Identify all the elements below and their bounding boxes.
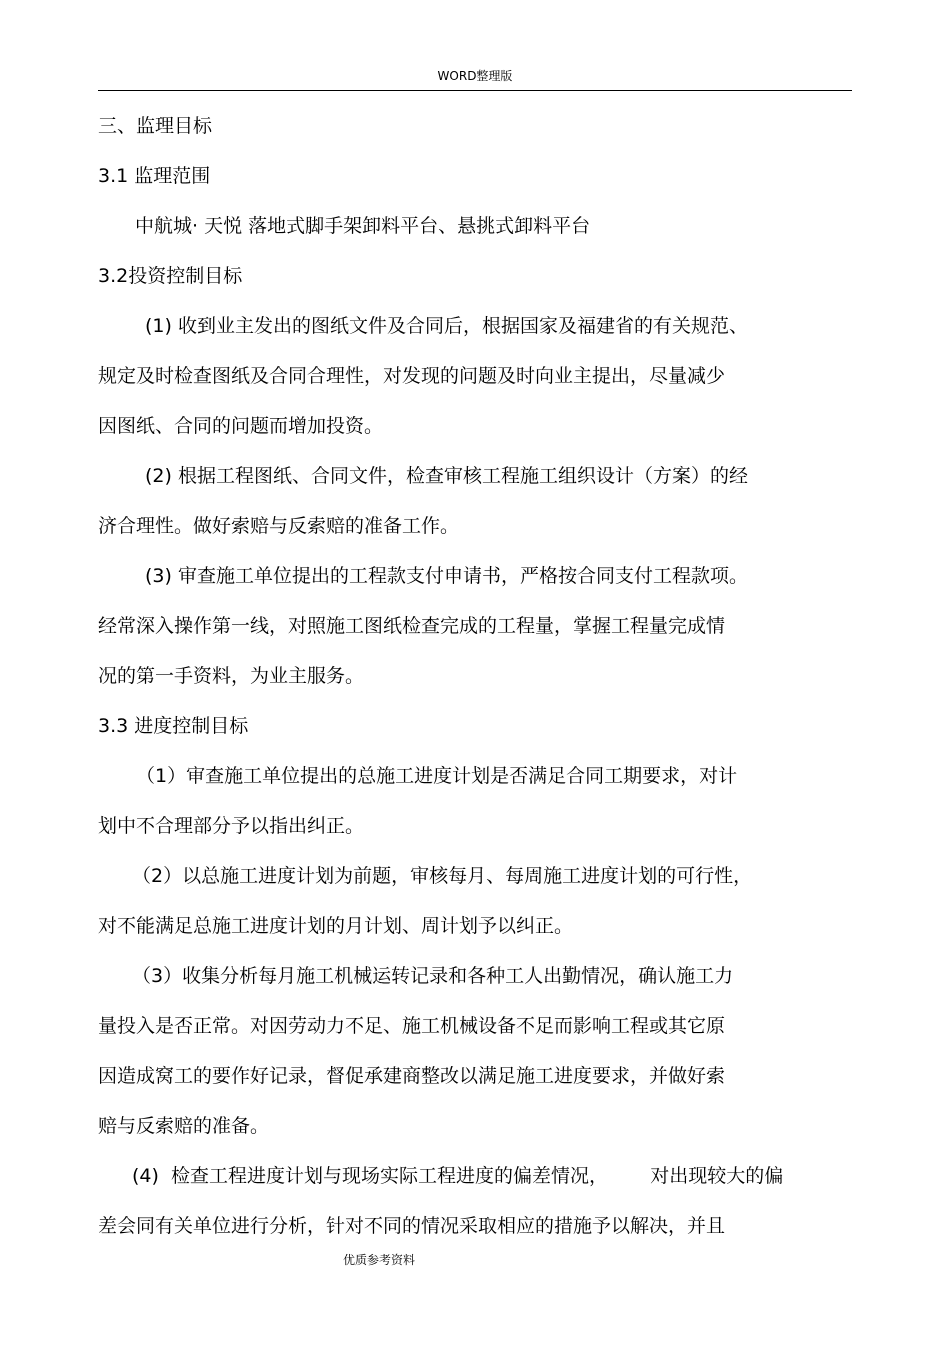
paragraph-line: 划中不合理部分予以指出纠正。 [98,815,365,837]
paragraph-line: 因造成窝工的要作好记录，督促承建商整改以满足施工进度要求，并做好索 [98,1065,726,1087]
paragraph-line: (3) 审查施工单位提出的工程款支付申请书，严格按合同支付工程款项。 [145,565,748,587]
paragraph-line: （1）审查施工单位提出的总施工进度计划是否满足合同工期要求，对计 [136,765,738,787]
paragraph-line: 差会同有关单位进行分析，针对不同的情况采取相应的措施予以解决，并且 [98,1215,726,1237]
page-header: WORD整理版 [437,69,513,83]
paragraph-line: 中航城· 天悦 落地式脚手架卸料平台、悬挑式卸料平台 [135,215,591,237]
paragraph-line: 赔与反索赔的准备。 [98,1115,270,1137]
header-rule [98,90,852,91]
paragraph-line: 因图纸、合同的问题而增加投资。 [98,415,384,437]
paragraph-line: 经常深入操作第一线，对照施工图纸检查完成的工程量，掌握工程量完成情 [98,615,726,637]
section-heading: 三、监理目标 [98,115,213,137]
paragraph-line: 况的第一手资料，为业主服务。 [98,665,365,687]
paragraph-line: 规定及时检查图纸及合同合理性，对发现的问题及时向业主提出，尽量减少 [98,365,726,387]
subsection-heading: 3.1 监理范围 [98,165,211,187]
paragraph-line: (1) 收到业主发出的图纸文件及合同后，根据国家及福建省的有关规范、 [145,315,748,337]
subsection-heading: 3.3 进度控制目标 [98,715,249,737]
subsection-heading: 3.2投资控制目标 [98,265,243,287]
paragraph-line: 对不能满足总施工进度计划的月计划、周计划予以纠正。 [98,915,574,937]
paragraph-line: (2) 根据工程图纸、合同文件，检查审核工程施工组织设计（方案）的经 [145,465,748,487]
document-body [98,101,858,1251]
paragraph-line: 济合理性。做好索赔与反索赔的准备工作。 [98,515,460,537]
paragraph-line: 量投入是否正常。对因劳动力不足、施工机械设备不足而影响工程或其它原 [98,1015,726,1037]
paragraph-line: (4) 检查工程进度计划与现场实际工程进度的偏差情况， 对出现较大的偏 [132,1165,784,1187]
paragraph-line: （2）以总施工进度计划为前题，审核每月、每周施工进度计划的可行性， [132,865,753,887]
page-footer: 优质参考资料 [343,1253,416,1267]
paragraph-line: （3）收集分析每月施工机械运转记录和各种工人出勤情况，确认施工力 [132,965,734,987]
